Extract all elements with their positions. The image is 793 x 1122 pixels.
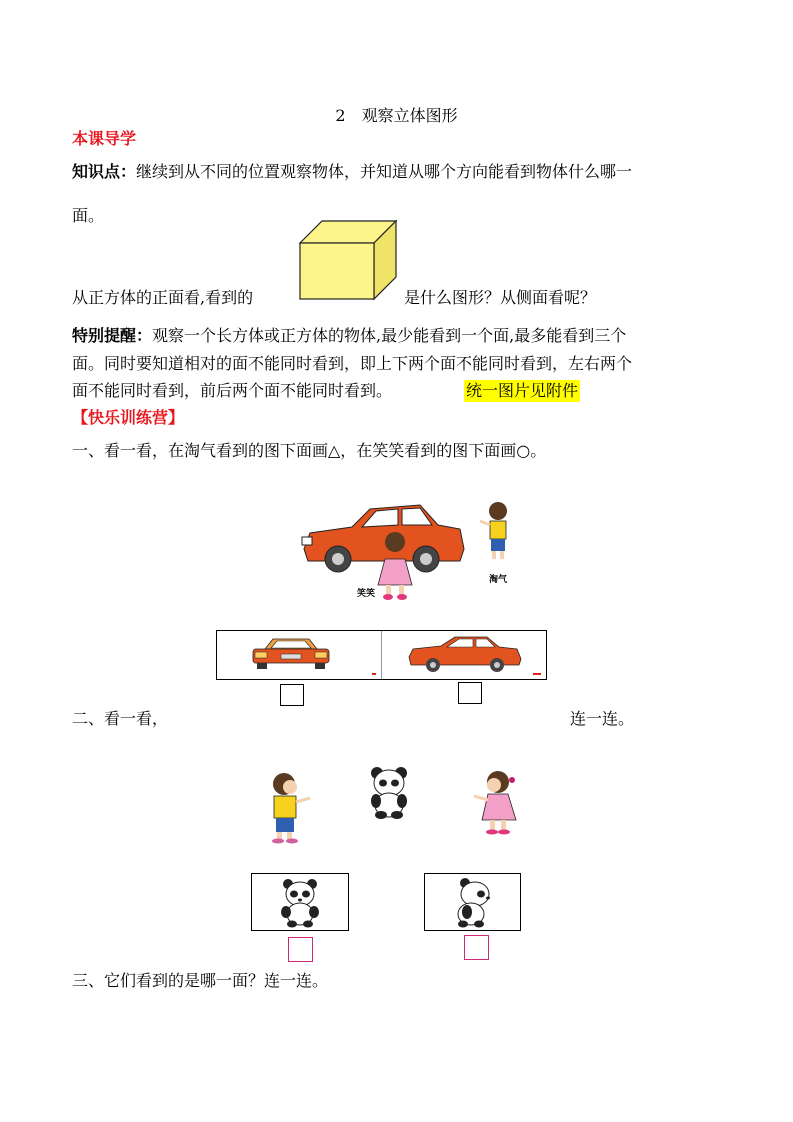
q1-choices-frame xyxy=(216,630,547,680)
girl-image xyxy=(470,770,524,836)
label-taoqi: 淘气 xyxy=(489,575,508,585)
car-side-view-image xyxy=(407,635,523,673)
answer-box-side[interactable] xyxy=(458,682,482,704)
section-camp-heading: 【快乐训练营】 xyxy=(72,408,185,427)
knowledge-label: 知识点： xyxy=(72,162,137,181)
red-mark xyxy=(372,673,376,675)
label-xiaoxiao: 笑笑 xyxy=(357,589,376,599)
knowledge-text: 继续到从不同的位置观察物体，并知道从哪个方向能看到物体什么哪一 xyxy=(136,162,633,181)
panda-front-view-frame xyxy=(251,873,349,931)
page-title: 2 观察立体图形 xyxy=(335,106,458,125)
q2-text-left: 二、看一看， xyxy=(72,709,169,728)
answer-box-panda-front[interactable] xyxy=(288,937,313,962)
panda-image xyxy=(367,765,411,819)
panda-front-view-image xyxy=(252,874,348,930)
q2-text-right: 连一连。 xyxy=(570,709,635,728)
knowledge-line2: 面。 xyxy=(72,206,105,225)
boy-image xyxy=(264,770,316,844)
reminder-label: 特别提醒： xyxy=(72,326,153,345)
cube-image xyxy=(298,219,398,301)
reminder-text3: 面不能同时看到，前后两个面不能同时看到。 xyxy=(72,381,393,400)
highlight-note: 统一图片见附件 xyxy=(466,381,579,400)
cube-question-after: 是什么图形？从侧面看呢？ xyxy=(404,288,597,307)
car-scene-image xyxy=(300,497,530,607)
answer-box-front[interactable] xyxy=(280,684,304,706)
reminder-line3 xyxy=(72,380,392,402)
q3-text: 三、它们看到的是哪一面？连一连。 xyxy=(72,971,329,990)
panda-side-view-frame xyxy=(424,873,521,931)
red-mark xyxy=(533,673,541,675)
reminder-text1: 观察一个长方体或正方体的物体,最少能看到一个面,最多能看到三个 xyxy=(152,326,627,345)
reminder-line2: 面。同时要知道相对的面不能同时看到，即上下两个面不能同时看到，左右两个 xyxy=(72,354,633,373)
knowledge-line1 xyxy=(72,161,632,183)
answer-box-panda-side[interactable] xyxy=(464,935,489,960)
car-front-view-image xyxy=(251,637,331,671)
cube-question-before: 从正方体的正面看,看到的 xyxy=(72,288,254,307)
divider xyxy=(381,631,382,679)
q1-text: 一、看一看，在淘气看到的图下面画△，在笑笑看到的图下面画○。 xyxy=(72,441,547,460)
panda-side-view-image xyxy=(425,874,520,930)
reminder-line1 xyxy=(72,325,626,347)
section-guide-heading: 本课导学 xyxy=(72,129,137,148)
